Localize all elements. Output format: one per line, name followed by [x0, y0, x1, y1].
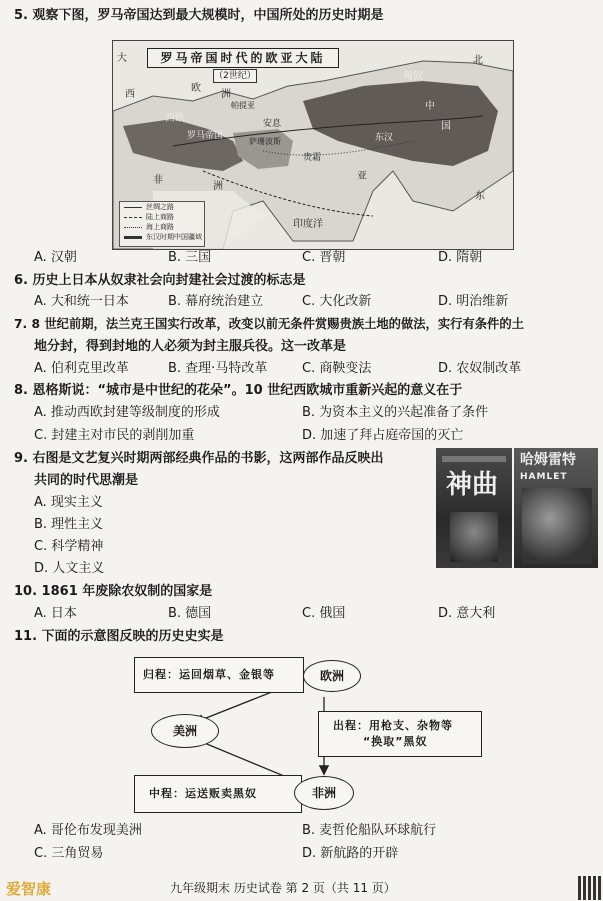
q7-option-a: A. 伯利克里改革: [34, 361, 129, 376]
q8-option-b: B. 为资本主义的兴起准备了条件: [302, 405, 489, 420]
q10-option-d: D. 意大利: [438, 606, 496, 621]
legend-item: 陆上商路: [120, 212, 204, 222]
africa-node: 非洲: [294, 776, 354, 810]
map-label: 大: [117, 53, 127, 64]
q7-option-b: B. 查理·马特改革: [168, 361, 268, 376]
map-label: 贵霜: [303, 153, 322, 163]
map-label: 西欧: [165, 113, 185, 124]
q7-stem-line1: 7. 8 世纪前期，法兰克王国实行改革，改变以前无条件赏赐贵族土地的做法，实行有条件的土: [14, 317, 524, 331]
book2-english-title: HAMLET: [520, 472, 568, 482]
map-label: 亚: [357, 171, 367, 182]
qr-code-icon: [578, 876, 602, 900]
map-label: 罗马帝国: [187, 131, 224, 141]
q11-option-c: C. 三角贸易: [34, 846, 104, 861]
q10-option-a: A. 日本: [34, 606, 77, 621]
q7-option-c: C. 商鞅变法: [302, 361, 372, 376]
q5-option-d: D. 隋朝: [438, 250, 483, 265]
legend-item: 海上商路: [120, 222, 204, 232]
q10-stem: 10. 1861 年废除农奴制的国家是: [14, 584, 213, 599]
q8-option-c: C. 封建主对市民的剥削加重: [34, 428, 195, 443]
page-footer: [0, 878, 603, 901]
map-label: 东汉: [375, 133, 394, 143]
map-label: 帕提亚: [231, 101, 255, 110]
map-label: 洲: [213, 181, 223, 192]
q6-option-b: B. 幕府统治建立: [168, 294, 264, 309]
q8-option-a: A. 推动西欧封建等级制度的形成: [34, 405, 220, 420]
footer-page-info: 九年级期末 历史试卷 第 2 页（共 11 页）: [170, 881, 396, 895]
map-label: 东: [475, 191, 485, 202]
q9-stem-line1: 9. 右图是文艺复兴时期两部经典作品的书影，这两部作品反映出: [14, 451, 384, 466]
q9-option-d: D. 人文主义: [34, 561, 105, 576]
q8-option-d: D. 加速了拜占庭帝国的灭亡: [302, 428, 464, 443]
q6-option-d: D. 明治维新: [438, 294, 509, 309]
map-label: 中: [425, 101, 435, 112]
q5-option-b: B. 三国: [168, 250, 212, 265]
book1-title: 神曲: [446, 470, 499, 500]
map-label: 非: [153, 175, 163, 186]
map-title: 罗马帝国时代的欧亚大陆: [147, 48, 339, 68]
map-label: 洲: [221, 89, 231, 100]
q11-option-d: D. 新航路的开辟: [302, 846, 399, 861]
outbound-line1: 出程：用枪支、杂物等: [333, 719, 453, 732]
map-label: 北: [473, 55, 483, 66]
map-subtitle: （2世纪）: [214, 71, 256, 81]
q7-option-d: D. 农奴制改革: [438, 361, 522, 376]
map-label: 匈奴: [403, 71, 423, 82]
map-label: 萨珊波斯: [249, 137, 281, 146]
europe-node: 欧洲: [303, 660, 361, 692]
legend-item: 东汉时期中国疆域: [120, 232, 204, 242]
q9-option-c: C. 科学精神: [34, 539, 104, 554]
outbound-line2: “换取”黑奴: [363, 735, 428, 749]
q6-option-c: C. 大化改新: [302, 294, 372, 309]
q5-option-a: A. 汉朝: [34, 250, 77, 265]
map-label: 西: [125, 89, 135, 100]
middle-trip-box: 中程：运送贩卖黑奴: [134, 775, 302, 813]
q11-stem: 11. 下面的示意图反映的历史史实是: [14, 629, 224, 644]
q9-option-b: B. 理性主义: [34, 517, 104, 532]
legend-item: 丝绸之路: [120, 202, 204, 212]
q11-option-a: A. 哥伦布发现美洲: [34, 823, 142, 838]
q7-stem-line2: 地分封，得到封地的人必须为封主服兵役。这一改革是: [34, 339, 347, 354]
q6-stem: 6. 历史上日本从奴隶社会向封建社会过渡的标志是: [14, 273, 306, 288]
q10-option-c: C. 俄国: [302, 606, 346, 621]
map-label: 印度洋: [293, 219, 323, 230]
footer-logo: 爱智康: [6, 880, 52, 898]
map-label: 欧: [191, 83, 201, 94]
book2-title: 哈姆雷特: [520, 452, 576, 468]
map-label: 国: [441, 121, 451, 132]
q5-stem: 5. 观察下图，罗马帝国达到最大规模时，中国所处的历史时期是: [14, 8, 384, 23]
q9-stem-line2: 共同的时代思潮是: [34, 473, 139, 488]
q9-option-a: A. 现实主义: [34, 495, 103, 510]
q11-option-b: B. 麦哲伦船队环球航行: [302, 823, 437, 838]
q6-option-a: A. 大和统一日本: [34, 294, 129, 309]
map-label: 安息: [263, 119, 282, 129]
return-trip-box: 归程：运回烟草、金银等: [134, 657, 304, 693]
outbound-trip-box: [318, 711, 482, 757]
q5-option-c: C. 晋朝: [302, 250, 346, 265]
q8-stem: 8. 恩格斯说：“城市是中世纪的花朵”。10 世纪西欧城市重新兴起的意义在于: [14, 383, 463, 398]
america-node: 美洲: [151, 714, 219, 748]
q10-option-b: B. 德国: [168, 606, 212, 621]
